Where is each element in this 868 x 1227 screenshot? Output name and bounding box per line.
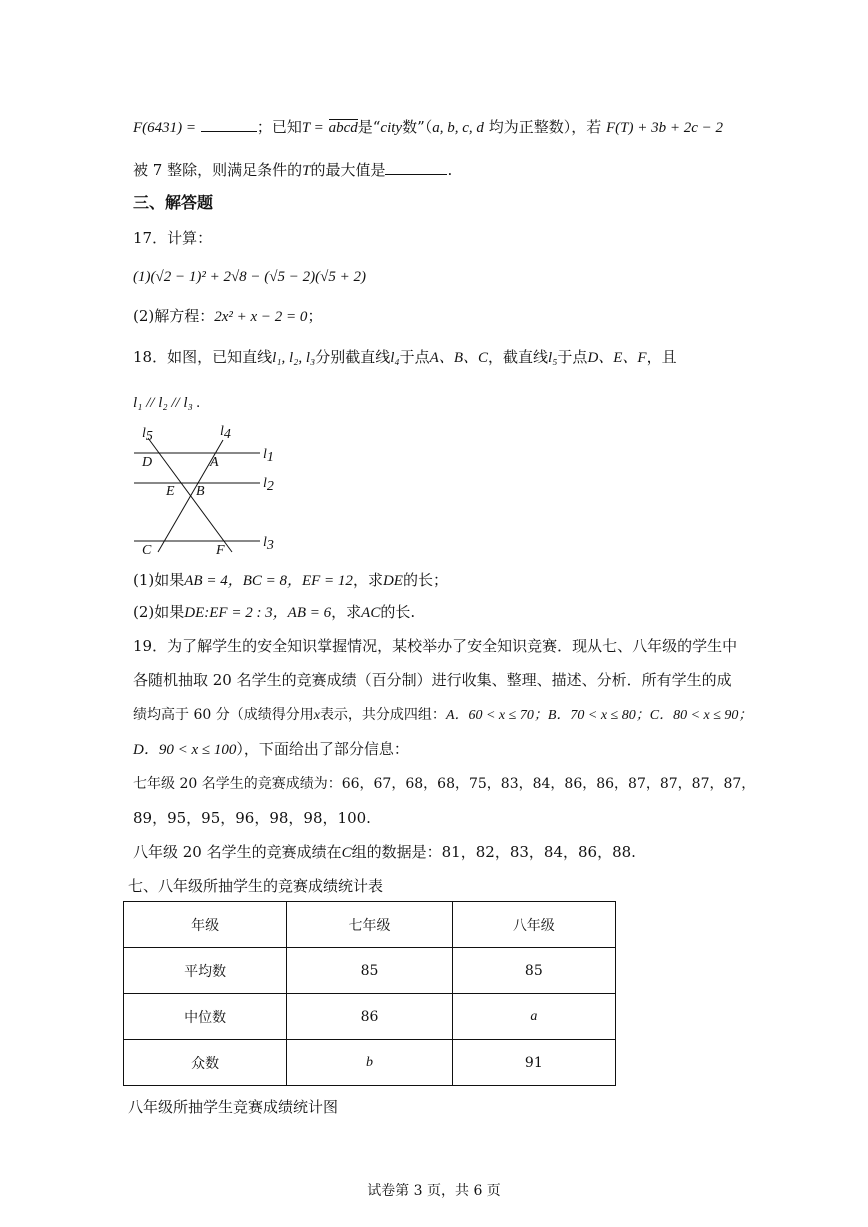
table-cell: a [452,994,615,1040]
line-l5 [148,438,232,552]
table-cell: b [287,1040,452,1086]
abcd-overline: abcd [328,120,358,136]
table-header-cell: 年级 [124,902,287,948]
q16-line-1: F(6431) = ；已知T = abcd是“city数”（a, b, c, d 均为正整数），若 F(T) + 3b + 2c − 2 [133,118,724,136]
table-cell: 85 [287,948,452,994]
page-footer: 试卷第 3 页，共 6 页 [367,1183,501,1199]
q18-line-2: l₁ // l₂ // l₃ . [133,395,201,411]
chart-title: 八年级所抽学生竞赛成绩统计图 [128,1098,339,1116]
grade7-scores-1: 七年级 20 名学生的竞赛成绩为：66，67，68，68，75，83，84，86，86，87，87，87，87， [133,776,756,792]
label-C: C [142,543,152,558]
table-row [124,994,616,1040]
stats-table [123,901,616,1086]
table-row [124,902,616,948]
q19-line-2: 各随机抽取 20 名学生的竞赛成绩（百分制）进行收集、整理、描述、分析．所有学生的成 [133,671,732,689]
grade7-scores-2: 89，95，95，96，98，98，100. [133,809,371,827]
table-cell: 86 [287,994,452,1040]
q19-line-1: 19．为了解学生的安全知识掌握情况，某校举办了安全知识竞赛．现从七、八年级的学生中 [133,637,738,655]
q19-line-4: D．90 < x ≤ 100），下面给出了部分信息： [133,740,409,758]
answer-blank-2[interactable] [385,160,447,175]
table-header-cell: 七年级 [287,902,452,948]
label-D: D [142,455,153,470]
label-B: B [196,484,205,499]
table-title: 七、八年级所抽学生的竞赛成绩统计表 [128,877,384,895]
f6431-label: F(6431) = [133,120,197,136]
table-cell: 85 [452,948,615,994]
parallel-lines-figure [128,422,288,560]
q18-line-1: 18．如图，已知直线l₁, l₂, l₃分别截直线l₄于点A、B、C，截直线l₅于点D、E、F，且 [133,348,677,366]
q17-part2: (2)解方程：2x² + x − 2 = 0； [133,307,323,325]
q18-part2: (2)如果DE:EF = 2 : 3，AB = 6，求AC的长. [133,603,416,621]
table-row [124,948,616,994]
q16-line-2: 被 7 整除，则满足条件的T的最大值是 . [133,161,453,179]
table-header-cell: 八年级 [452,902,615,948]
condition-expression: F(T) + 3b + 2c − 2 [605,120,724,136]
table-cell: 众数 [124,1040,287,1086]
q19-line-3: 绩均高于 60 分（成绩得分用x表示，共分成四组：A．60 < x ≤ 70；B．70 < x ≤ 80；C．80 < x ≤ 90； [133,707,753,723]
q18-part1: (1)如果AB = 4，BC = 8，EF = 12，求DE的长； [133,571,448,589]
label-l1: l1 [263,447,274,465]
q17-part1: (1)(√2 − 1)² + 2√8 − (√5 − 2)(√5 + 2) [133,269,366,285]
answer-blank-1[interactable] [201,117,257,132]
label-l2: l2 [263,476,274,494]
label-E: E [166,484,175,499]
table-cell: 平均数 [124,948,287,994]
grade8-scores: 八年级 20 名学生的竞赛成绩在C组的数据是：81，82，83，84，86，88. [133,843,636,861]
label-l5: l5 [142,426,153,444]
table-cell: 中位数 [124,994,287,1040]
label-l4: l4 [220,424,231,442]
q17-title: 17．计算： [133,229,213,247]
label-l3: l3 [263,535,274,553]
section-heading: 三、解答题 [133,193,214,212]
label-F: F [216,543,225,558]
label-A: A [210,455,219,470]
table-row [124,1040,616,1086]
table-cell: 91 [452,1040,615,1086]
